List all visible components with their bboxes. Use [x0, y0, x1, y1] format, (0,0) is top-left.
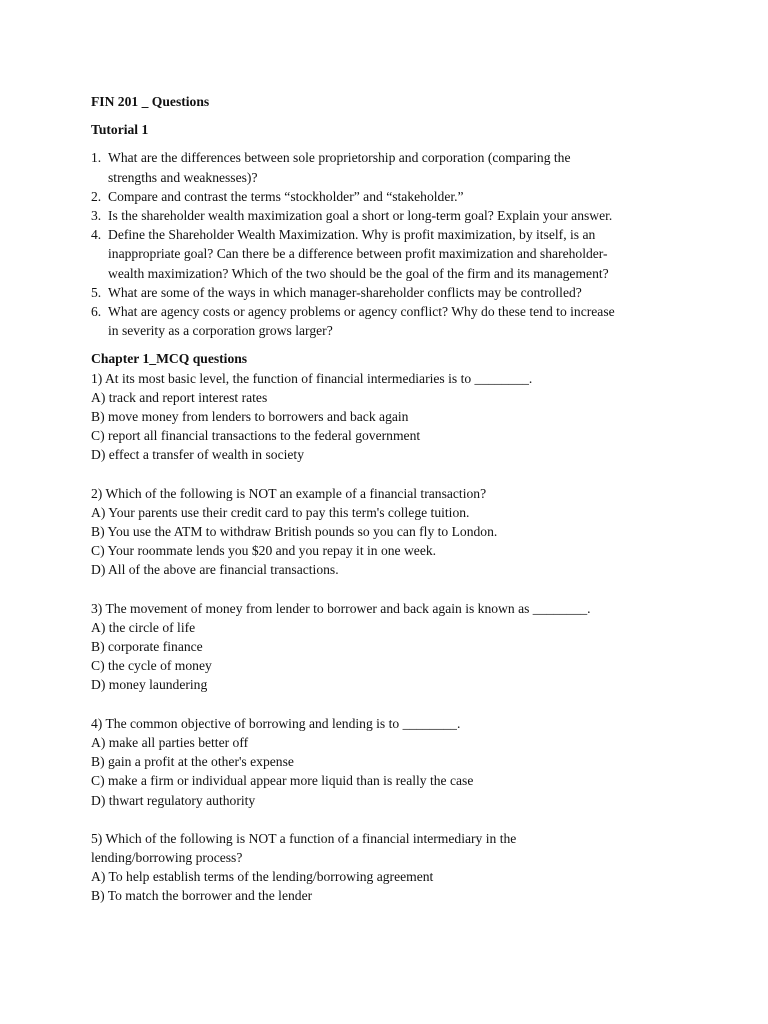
question-line: What are the differences between sole proprietorship and corporation (comparing the	[108, 150, 571, 166]
mcq-question-text: 2) Which of the following is NOT an example of a financial transaction?	[91, 485, 487, 501]
mcq-option: A) the circle of life	[91, 619, 196, 635]
question-line: wealth maximization? Which of the two should be the goal of the firm and its management?	[108, 265, 609, 281]
question-line: What are some of the ways in which manager-shareholder conflicts may be controlled?	[108, 284, 582, 300]
tutorial-question	[91, 206, 691, 225]
mcq-option: B) To match the borrower and the lender	[91, 888, 313, 904]
mcq-question-text: 1) At its most basic level, the function of financial intermediaries is to ________.	[91, 370, 533, 386]
question-number: 2.	[91, 188, 102, 204]
tutorial-question	[91, 283, 691, 302]
mcq-option: B) gain a profit at the other's expense	[91, 754, 294, 770]
mcq-question	[91, 829, 691, 906]
mcq-question-text: 3) The movement of money from lender to borrower and back again is known as ________.	[91, 600, 591, 616]
mcq-option: C) Your roommate lends you $20 and you repay it in one week.	[91, 543, 437, 559]
mcq-option: A) Your parents use their credit card to pay this term's college tuition.	[91, 504, 470, 520]
question-line: What are agency costs or agency problems or agency conflict? Why do these tend to increase	[108, 304, 615, 320]
mcq-option: C) report all financial transactions to the federal government	[91, 428, 421, 444]
question-line: Define the Shareholder Wealth Maximization. Why is profit maximization, by itself, is an	[108, 227, 596, 243]
mcq-option: D) money laundering	[91, 677, 208, 693]
question-line: inappropriate goal? Can there be a difference between profit maximization and shareholder-	[108, 246, 608, 262]
question-line: in severity as a corporation grows larger?	[108, 323, 333, 339]
question-line: strengths and weaknesses)?	[108, 169, 258, 185]
mcq-heading: Chapter 1_MCQ questions	[91, 351, 248, 367]
mcq-option: B) You use the ATM to withdraw British pounds so you can fly to London.	[91, 524, 498, 540]
mcq-option: C) make a firm or individual appear more liquid than is really the case	[91, 773, 474, 789]
mcq-option: B) corporate finance	[91, 639, 203, 655]
question-number: 3.	[91, 208, 102, 224]
question-number: 5.	[91, 284, 102, 300]
tutorial-question	[91, 148, 691, 186]
mcq-option: D) effect a transfer of wealth in society	[91, 447, 304, 463]
document-title: FIN 201 _ Questions	[91, 94, 210, 109]
mcq-option: A) To help establish terms of the lending/borrowing agreement	[91, 869, 434, 885]
question-number: 6.	[91, 304, 102, 320]
mcq-question-text: 4) The common objective of borrowing and lending is to ________.	[91, 715, 461, 731]
mcq-option: B) move money from lenders to borrowers and back again	[91, 409, 409, 425]
question-number: 4.	[91, 227, 102, 243]
document-content	[91, 92, 691, 925]
mcq-option: C) the cycle of money	[91, 658, 212, 674]
tutorial-question	[91, 187, 691, 206]
question-line: Compare and contrast the terms “stockholder” and “stakeholder.”	[108, 188, 464, 204]
question-number: 1.	[91, 150, 102, 166]
mcq-option: A) make all parties better off	[91, 734, 249, 750]
mcq-question-text: lending/borrowing process?	[91, 849, 243, 865]
mcq-option: A) track and report interest rates	[91, 389, 268, 405]
mcq-question	[91, 369, 691, 465]
mcq-option: D) thwart regulatory authority	[91, 792, 256, 808]
mcq-question	[91, 714, 691, 810]
mcq-question	[91, 599, 691, 695]
mcq-question-text: 5) Which of the following is NOT a function of a financial intermediary in the	[91, 830, 517, 846]
tutorial-heading: Tutorial 1	[91, 122, 149, 138]
tutorial-question	[91, 302, 691, 340]
mcq-option: D) All of the above are financial transactions.	[91, 562, 339, 578]
question-line: Is the shareholder wealth maximization goal a short or long-term goal? Explain your answer.	[108, 208, 613, 224]
tutorial-question	[91, 225, 691, 283]
mcq-question	[91, 484, 691, 580]
tutorial-question-list	[91, 148, 691, 340]
